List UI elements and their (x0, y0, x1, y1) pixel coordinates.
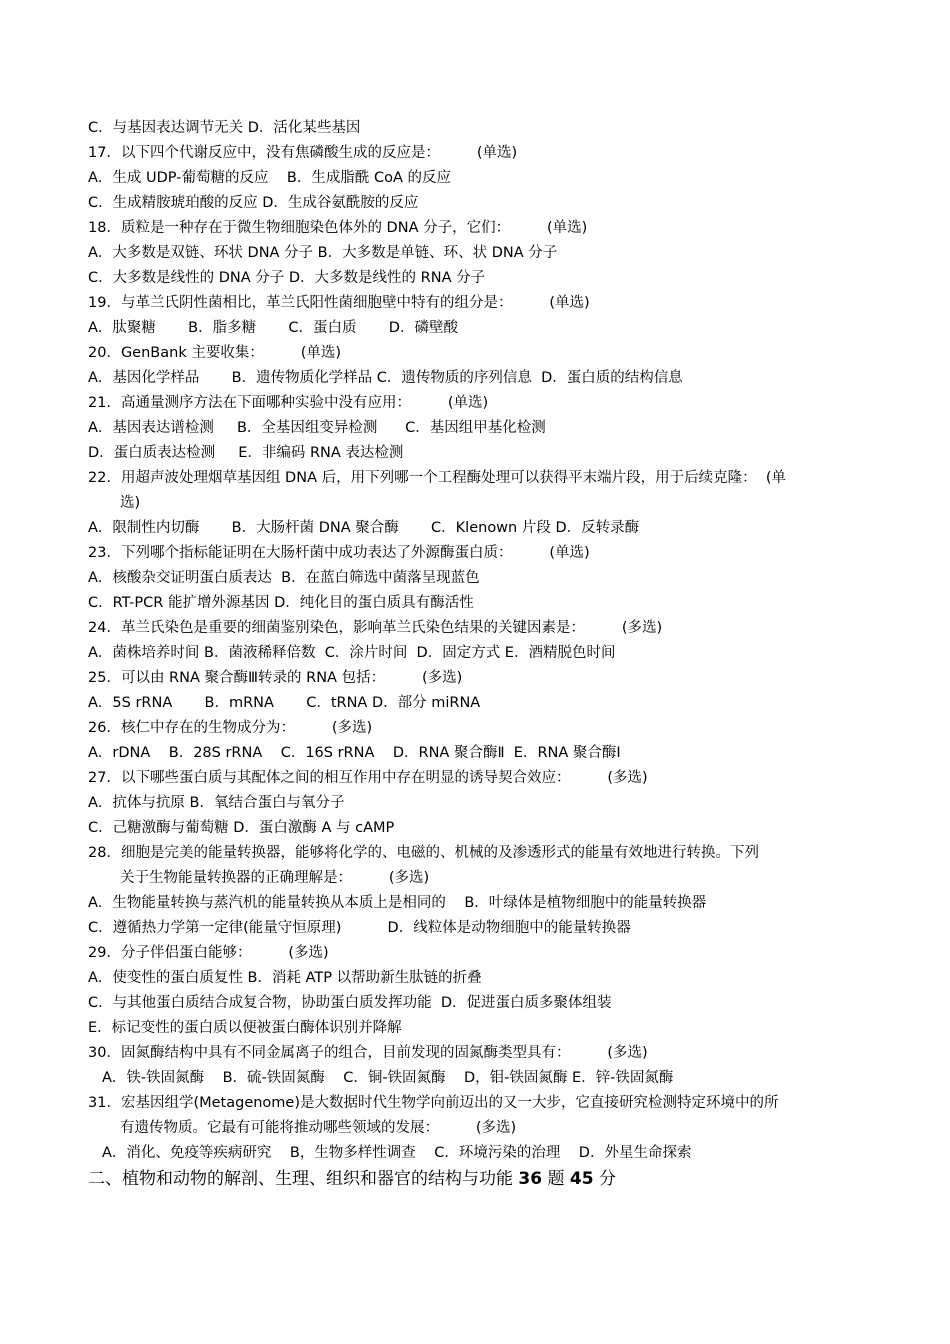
text-line: A．核酸杂交证明蛋白质表达 B．在蓝白筛选中菌落呈现蓝色 (88, 570, 480, 586)
text-line: 17．以下四个代谢反应中，没有焦磷酸生成的反应是： (单选) (88, 145, 518, 161)
text-line: A．5S rRNA B．mRNA C．tRNA D．部分 miRNA (88, 695, 481, 711)
text-line: A．消化、免疫等疾病研究 B，生物多样性调查 C．环境污染的治理 D．外星生命探索 (102, 1145, 692, 1161)
section-heading-prefix: 二、植物和动物的解剖、生理、组织和器官的结构与功能 (88, 1169, 519, 1189)
text-line: A．生成 UDP-葡萄糖的反应 B．生成脂酰 CoA 的反应 (88, 170, 451, 186)
section-heading-mid: 题 (542, 1169, 570, 1189)
text-line: 21．高通量测序方法在下面哪种实验中没有应用： (单选) (88, 395, 489, 411)
text-line: C．遵循热力学第一定律(能量守恒原理) D．线粒体是动物细胞中的能量转换器 (88, 920, 631, 936)
text-line: 20．GenBank 主要收集： (单选) (88, 345, 342, 361)
text-line: C．与基因表达调节无关 D．活化某些基因 (88, 120, 361, 136)
question-list (88, 116, 878, 1192)
section-heading-suffix: 分 (593, 1169, 616, 1189)
section-score: 45 (569, 1169, 594, 1189)
text-line: 关于生物能量转换器的正确理解是： (多选) (120, 870, 430, 886)
text-line: 24．革兰氏染色是重要的细菌鉴别染色，影响革兰氏染色结果的关键因素是： (多选) (88, 620, 663, 636)
text-line: 29．分子伴侣蛋白能够： (多选) (88, 945, 329, 961)
text-line: A．肽聚糖 B．脂多糖 C．蛋白质 D．磷壁酸 (88, 320, 458, 336)
text-line: A．铁-铁固氮酶 B．硫-铁固氮酶 C．铜-铁固氮酶 D，钼-铁固氮酶 E．锌-铁固氮酶 (102, 1070, 674, 1086)
text-line: E．标记变性的蛋白质以便被蛋白酶体识别并降解 (88, 1020, 402, 1036)
text-line: 31．宏基因组学(Metagenome)是大数据时代生物学向前迈出的又一大步，它直接研究检测特定环境中的所 (88, 1095, 779, 1111)
text-line: A．大多数是双链、环状 DNA 分子 B．大多数是单链、环、状 DNA 分子 (88, 245, 558, 261)
section-heading (88, 1166, 878, 1192)
text-line: 18．质粒是一种存在于微生物细胞染色体外的 DNA 分子，它们： (单选) (88, 220, 588, 236)
text-line: A．菌株培养时间 B．菌液稀释倍数 C．涂片时间 D．固定方式 E．酒精脱色时间 (88, 645, 616, 661)
text-line: 19．与革兰氏阴性菌相比，革兰氏阳性菌细胞壁中特有的组分是： (单选) (88, 295, 590, 311)
text-line: 22．用超声波处理烟草基因组 DNA 后，用下列哪一个工程酶处理可以获得平末端片段，用于后续克隆： (单 (88, 470, 786, 486)
text-line: 23．下列哪个指标能证明在大肠杆菌中成功表达了外源酶蛋白质： (单选) (88, 545, 590, 561)
text-line: 25．可以由 RNA 聚合酶Ⅲ转录的 RNA 包括： (多选) (88, 670, 463, 686)
text-line: 30．固氮酶结构中具有不同金属离子的组合，目前发现的固氮酶类型具有： (多选) (88, 1045, 648, 1061)
text-line: C．大多数是线性的 DNA 分子 D．大多数是线性的 RNA 分子 (88, 270, 486, 286)
text-line: A．基因化学样品 B．遗传物质化学样品 C．遗传物质的序列信息 D．蛋白质的结构信息 (88, 370, 683, 386)
text-line: A．使变性的蛋白质复性 B．消耗 ATP 以帮助新生肽链的折叠 (88, 970, 482, 986)
text-line: A．抗体与抗原 B．氧结合蛋白与氧分子 (88, 795, 345, 811)
text-line: D．蛋白质表达检测 E．非编码 RNA 表达检测 (88, 445, 404, 461)
text-line: A．生物能量转换与蒸汽机的能量转换从本质上是相同的 B．叶绿体是植物细胞中的能量转换器 (88, 895, 707, 911)
text-line: C．生成精胺琥珀酸的反应 D．生成谷氨酰胺的反应 (88, 195, 419, 211)
text-line: 27．以下哪些蛋白质与其配体之间的相互作用中存在明显的诱导契合效应： (多选) (88, 770, 648, 786)
text-line: A．限制性内切酶 B．大肠杆菌 DNA 聚合酶 C．Klenown 片段 D．反转录酶 (88, 520, 640, 536)
text-line: A．基因表达谱检测 B．全基因组变异检测 C．基因组甲基化检测 (88, 420, 546, 436)
text-line: 26．核仁中存在的生物成分为： (多选) (88, 720, 373, 736)
text-line: A．rDNA B．28S rRNA C．16S rRNA D．RNA 聚合酶Ⅱ E．RNA 聚合酶Ⅰ (88, 745, 621, 761)
text-line: 28．细胞是完美的能量转换器，能够将化学的、电磁的、机械的及渗透形式的能量有效地进行转换。下列 (88, 845, 759, 861)
section-question-count: 36 (518, 1169, 543, 1189)
text-line: 有遗传物质。它最有可能将推动哪些领域的发展： (多选) (120, 1120, 517, 1136)
text-line: C．RT-PCR 能扩增外源基因 D．纯化目的蛋白质具有酶活性 (88, 595, 474, 611)
text-line: C．与其他蛋白质结合成复合物，协助蛋白质发挥功能 D．促进蛋白质多聚体组装 (88, 995, 612, 1011)
text-line: C．己糖激酶与葡萄糖 D．蛋白激酶 A 与 cAMP (88, 820, 395, 836)
text-line: 选) (120, 495, 141, 511)
